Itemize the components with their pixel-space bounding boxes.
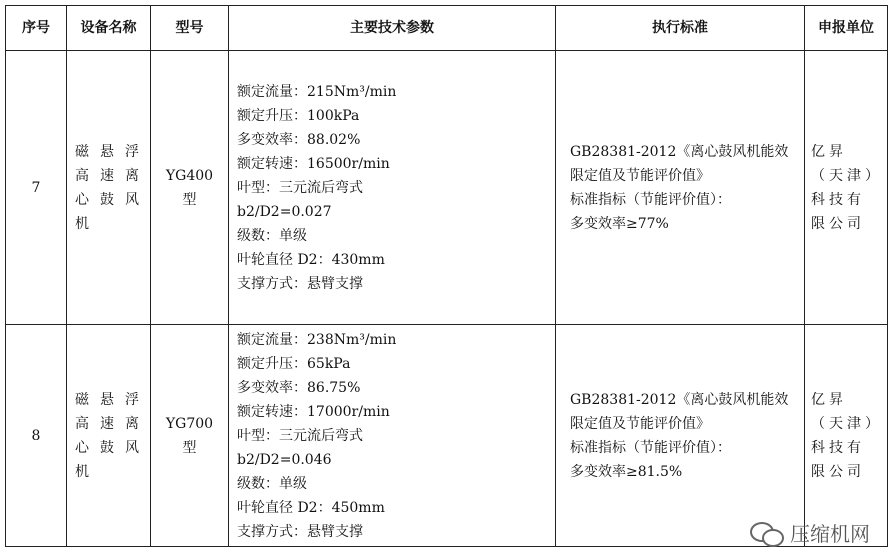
param-line: 额定转速：16500r/min [237,155,390,172]
param-line: 额定转速：17000r/min [237,403,390,420]
header-model: 型号 [151,6,229,51]
equipment-table [5,5,888,547]
param-line: 支撑方式：悬臂支撑 [237,275,363,292]
standard-line: GB28381-2012《离心鼓风机能效限定值及节能评价值》 [570,391,789,432]
standard-line: 多变效率≥77% [570,215,669,232]
cell-no: 7 [6,51,67,325]
param-line: 叶型：三元流后弯式 [237,179,363,196]
header-no: 序号 [6,6,67,51]
param-line: 多变效率：88.02% [237,131,361,148]
standard-line: 标准指标（节能评价值）： [570,439,731,456]
cell-unit: 亿昇（天津）科技有限公司 [805,51,888,325]
standard-line: GB28381-2012《离心鼓风机能效限定值及节能评价值》 [570,143,789,184]
wechat-icon [750,520,784,546]
table-row [6,51,888,325]
cell-model: YG700 型 [151,325,229,547]
standard-line: 标准指标（节能评价值）： [570,191,731,208]
param-line: 叶轮直径 D2：450mm [237,499,385,516]
cell-params [229,325,556,547]
param-line: 级数：单级 [237,475,307,492]
header-name: 设备名称 [67,6,151,51]
cell-no: 8 [6,325,67,547]
cell-standard [556,325,805,547]
cell-model: YG400 型 [151,51,229,325]
header-unit: 申报单位 [805,6,888,51]
param-line: 支撑方式：悬臂支撑 [237,523,363,540]
cell-standard [556,51,805,325]
header-standard: 执行标准 [556,6,805,51]
param-line: 多变效率：86.75% [237,379,361,396]
cell-name: 磁悬浮高速离心鼓风机 [67,51,151,325]
param-line: 叶轮直径 D2：430mm [237,251,385,268]
param-line: 额定升压：65kPa [237,355,351,372]
param-line: 额定流量：215Nm³/min [237,83,397,100]
header-params: 主要技术参数 [229,6,556,51]
param-line: 叶型：三元流后弯式 [237,427,363,444]
param-line: 级数：单级 [237,227,307,244]
watermark [750,518,870,547]
param-line: b2/D2=0.027 [237,203,332,220]
cell-params [229,51,556,325]
table-row [6,325,888,547]
watermark-text: 压缩机网 [790,522,870,546]
cell-unit: 亿昇（天津）科技有限公司 [805,325,888,547]
cell-name: 磁悬浮高速离心鼓风机 [67,325,151,547]
param-line: b2/D2=0.046 [237,451,332,468]
param-line: 额定升压：100kPa [237,107,360,124]
header-row [6,6,888,51]
param-line: 额定流量：238Nm³/min [237,331,397,348]
standard-line: 多变效率≥81.5% [570,463,683,480]
